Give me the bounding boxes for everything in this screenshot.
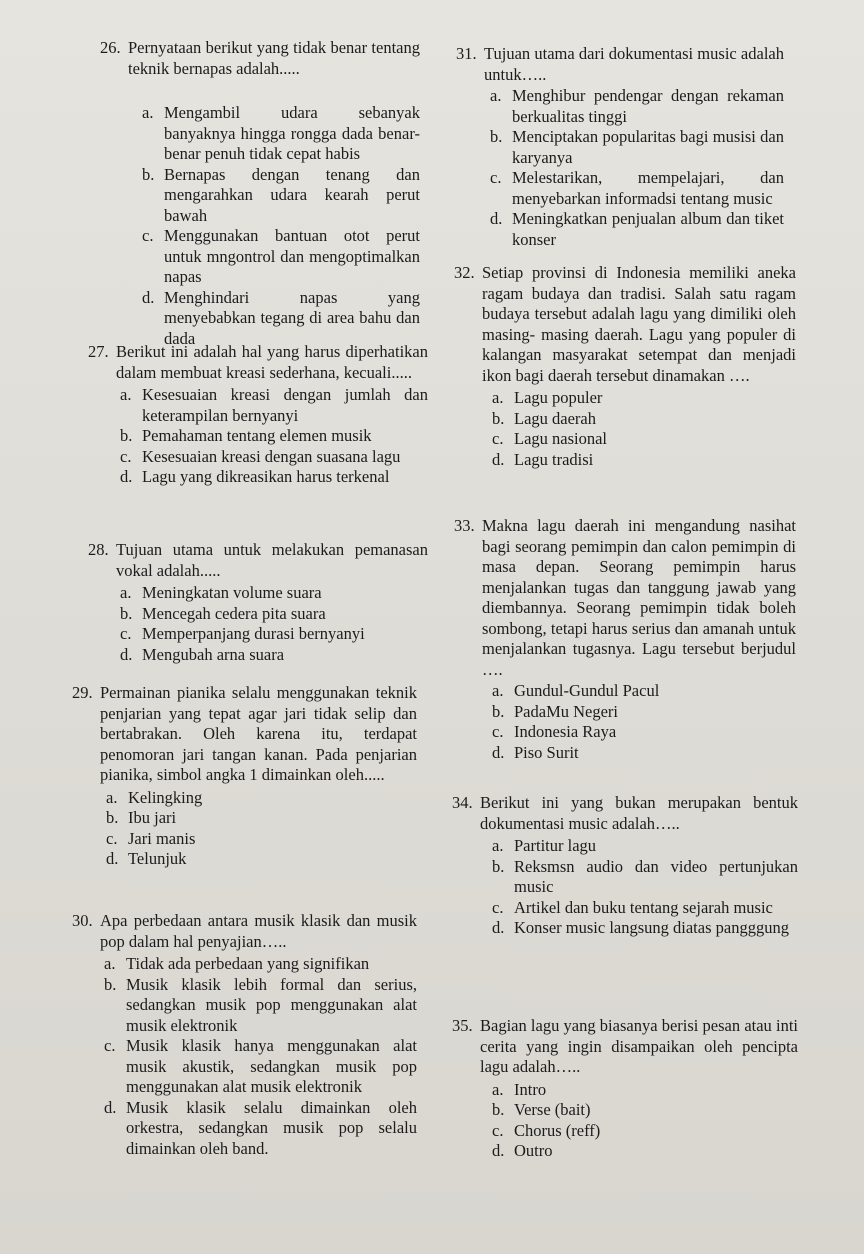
option-text: Mencegah cedera pita suara	[142, 603, 326, 623]
option-letter: d.	[492, 1141, 505, 1160]
option-b[interactable]	[142, 165, 420, 227]
option-c[interactable]	[120, 447, 428, 468]
option-text: Menggunakan bantuan otot perut untuk mngontrol dan mengoptimalkan napas	[164, 226, 420, 286]
option-letter: a.	[492, 388, 504, 407]
option-letter: c.	[490, 168, 502, 187]
answer-options	[492, 1080, 798, 1162]
option-letter: a.	[492, 1079, 504, 1099]
option-a[interactable]	[120, 583, 428, 604]
option-c[interactable]	[492, 429, 796, 450]
option-d[interactable]	[120, 645, 428, 666]
option-text: Kesesuaian kreasi dengan jumlah dan keterampilan bernyanyi	[142, 385, 428, 425]
option-letter: a.	[120, 583, 132, 602]
option-d[interactable]	[104, 1098, 417, 1160]
answer-options	[492, 836, 798, 939]
option-d[interactable]	[120, 467, 428, 488]
option-text: Pemahaman tentang elemen musik	[142, 426, 372, 445]
question-number: 29.	[72, 683, 93, 702]
option-c[interactable]	[120, 624, 428, 645]
question-29	[72, 683, 417, 870]
question-stem	[452, 793, 798, 834]
option-d[interactable]	[492, 450, 796, 471]
option-text: Indonesia Raya	[514, 722, 617, 741]
option-letter: c.	[120, 624, 132, 643]
question-text: Berikut ini yang bukan merupakan bentuk dokumentasi music adalah…..	[480, 793, 798, 833]
question-30	[72, 911, 417, 1159]
answer-options	[120, 583, 428, 665]
option-letter: b.	[492, 701, 505, 721]
question-stem	[88, 540, 428, 581]
option-b[interactable]	[104, 975, 417, 1037]
option-text: Bernapas dengan tenang dan mengarahkan udara kearah perut bawah	[164, 164, 420, 225]
option-text: Gundul-Gundul Pacul	[514, 681, 660, 700]
option-letter: d.	[106, 849, 119, 868]
question-number: 27.	[88, 342, 109, 361]
option-letter: b.	[120, 426, 133, 445]
option-letter: a.	[104, 954, 116, 973]
option-letter: c.	[142, 226, 154, 245]
question-stem	[100, 38, 420, 79]
question-number: 32.	[454, 263, 475, 282]
question-text: Apa perbedaan antara musik klasik dan musik pop dalam hal penyajian…..	[100, 911, 417, 951]
option-letter: c.	[492, 722, 504, 741]
option-letter: b.	[492, 408, 505, 428]
option-text: Meningkatkan penjualan album dan tiket konser	[512, 209, 784, 249]
question-number: 26.	[100, 38, 121, 57]
option-d[interactable]	[492, 743, 796, 764]
option-c[interactable]	[104, 1036, 417, 1098]
option-letter: a.	[106, 787, 118, 807]
option-a[interactable]	[104, 954, 417, 975]
option-text: Menciptakan popularitas bagi musisi dan karyanya	[512, 127, 784, 167]
option-text: Partitur lagu	[514, 836, 597, 855]
question-text: Berikut ini adalah hal yang harus diperhatikan dalam membuat kreasi sederhana, kecuali.....	[116, 342, 428, 382]
option-text: Ibu jari	[128, 808, 177, 827]
question-33	[454, 516, 796, 763]
option-text: Verse (bait)	[514, 1100, 591, 1119]
option-text: Outro	[514, 1141, 553, 1160]
option-b[interactable]	[106, 808, 417, 829]
option-text: Chorus (reff)	[514, 1120, 601, 1140]
answer-options	[120, 385, 428, 488]
option-c[interactable]	[490, 168, 784, 209]
question-stem	[72, 911, 417, 952]
question-text: Bagian lagu yang biasanya berisi pesan atau inti cerita yang ingin disampaikan oleh pencipta lagu adalah…..	[480, 1016, 798, 1076]
question-35	[452, 1016, 798, 1162]
option-letter: d.	[490, 209, 503, 228]
option-letter: a.	[120, 385, 132, 404]
option-c[interactable]	[492, 722, 796, 743]
option-letter: b.	[142, 164, 155, 184]
option-text: Mengubah arna suara	[142, 644, 285, 664]
option-text: PadaMu Negeri	[514, 701, 619, 721]
answer-options	[106, 788, 417, 870]
option-text: Tidak ada perbedaan yang signifikan	[126, 954, 370, 973]
question-32	[454, 263, 796, 470]
option-b[interactable]	[490, 127, 784, 168]
option-letter: c.	[104, 1036, 116, 1055]
option-b[interactable]	[120, 604, 428, 625]
question-stem	[456, 44, 784, 85]
option-a[interactable]	[490, 86, 784, 127]
answer-options	[104, 954, 417, 1159]
option-text: Menghindari napas yang menyebabkan tegang di area bahu dan dada	[164, 287, 420, 348]
option-letter: b.	[492, 856, 505, 876]
option-text: Musik klasik selalu dimainkan oleh orkestra, sedangkan musik pop selalu dimainkan oleh band.	[126, 1097, 417, 1158]
option-d[interactable]	[106, 849, 417, 870]
question-28	[88, 540, 428, 665]
option-letter: a.	[142, 103, 154, 122]
option-text: Meningkatan volume suara	[142, 583, 322, 602]
option-c[interactable]	[492, 898, 798, 919]
option-letter: b.	[104, 974, 117, 994]
option-c[interactable]	[142, 226, 420, 288]
question-text: Setiap provinsi di Indonesia memiliki aneka ragam budaya dan tradisi. Salah satu ragam budaya tersebut adalah lagu yang dimiliki oleh masing- masing daerah. Lagu yang populer di kalangan masyarakat setempat dan menjadi ikon bagi daerah tersebut dinamakan ….	[482, 263, 796, 385]
option-text: Intro	[514, 1079, 547, 1099]
question-27	[88, 342, 428, 488]
option-letter: d.	[492, 742, 505, 762]
option-text: Lagu yang dikreasikan harus terkenal	[142, 467, 390, 486]
option-letter: c.	[492, 1120, 504, 1140]
answer-options	[142, 103, 420, 349]
option-c[interactable]	[106, 829, 417, 850]
option-d[interactable]	[490, 209, 784, 250]
option-a[interactable]	[142, 103, 420, 165]
option-letter: c.	[120, 446, 132, 466]
question-text: Permainan pianika selalu menggunakan teknik penjarian yang tepat agar jari tidak selip dan bertabrakan. Oleh karena itu, terdapat penomoran jari tangan kanan. Pada penjarian pianika, simbol angka 1 dimainkan oleh.....	[100, 683, 417, 784]
answer-options	[492, 681, 796, 763]
option-a[interactable]	[492, 1080, 798, 1101]
option-text: Konser music langsung diatas pangggung	[514, 918, 789, 937]
option-a[interactable]	[106, 788, 417, 809]
option-a[interactable]	[492, 681, 796, 702]
option-letter: d.	[492, 918, 505, 937]
answer-options	[492, 388, 796, 470]
option-text: Kelingking	[128, 787, 203, 807]
question-number: 31.	[456, 44, 477, 63]
option-letter: a.	[492, 836, 504, 855]
option-letter: c.	[492, 429, 504, 448]
question-31	[456, 44, 784, 250]
question-stem	[72, 683, 417, 786]
option-letter: d.	[120, 467, 133, 486]
option-c[interactable]	[492, 1121, 798, 1142]
option-letter: b.	[120, 603, 133, 623]
option-b[interactable]	[120, 426, 428, 447]
question-text: Tujuan utama untuk melakukan pemanasan vokal adalah.....	[116, 540, 428, 580]
option-letter: d.	[492, 449, 505, 469]
option-b[interactable]	[492, 702, 796, 723]
option-text: Musik klasik hanya menggunakan alat musik akustik, sedangkan musik pop menggunakan alat musik elektronik	[126, 1036, 417, 1096]
option-letter: a.	[492, 681, 504, 700]
question-stem	[88, 342, 428, 383]
option-b[interactable]	[492, 857, 798, 898]
option-letter: b.	[106, 808, 119, 827]
option-letter: a.	[490, 86, 502, 105]
question-stem	[454, 263, 796, 386]
question-stem	[452, 1016, 798, 1078]
option-a[interactable]	[120, 385, 428, 426]
option-text: Lagu populer	[514, 388, 603, 407]
option-letter: c.	[492, 897, 504, 917]
answer-options	[490, 86, 784, 250]
option-letter: d.	[142, 287, 155, 307]
option-text: Jari manis	[128, 828, 196, 848]
option-text: Lagu daerah	[514, 408, 596, 428]
option-text: Reksmsn audio dan video pertunjukan music	[514, 856, 798, 896]
option-b[interactable]	[492, 1100, 798, 1121]
option-text: Melestarikan, mempelajari, dan menyebarkan informadsi tentang music	[512, 168, 784, 208]
option-letter: b.	[490, 127, 503, 146]
question-number: 33.	[454, 516, 475, 535]
option-d[interactable]	[492, 918, 798, 939]
question-text: Makna lagu daerah ini mengandung nasihat bagi seorang pemimpin dan calon pemimpin di masa depan. Seorang pemimpin harus menjalankan tugas dan tanggung jawab yang diembannya. Seorang pemimpin tidak boleh sombong, tetapi harus serius dan amanah untuk menjalankan tugasnya. Lagu tersebut berjudul ….	[482, 516, 796, 679]
question-stem	[454, 516, 796, 680]
question-number: 28.	[88, 540, 109, 559]
option-b[interactable]	[492, 409, 796, 430]
option-text: Memperpanjang durasi bernyanyi	[142, 624, 365, 643]
option-letter: d.	[120, 644, 133, 664]
option-letter: b.	[492, 1100, 505, 1119]
question-34	[452, 793, 798, 939]
question-text: Pernyataan berikut yang tidak benar tentang teknik bernapas adalah.....	[128, 38, 420, 78]
option-text: Mengambil udara sebanyak banyaknya hingga rongga dada benar- benar penuh tidak cepat habis	[164, 103, 420, 163]
question-text: Tujuan utama dari dokumentasi music adalah untuk…..	[484, 44, 784, 84]
option-d[interactable]	[492, 1141, 798, 1162]
option-text: Piso Surit	[514, 742, 579, 762]
question-number: 35.	[452, 1016, 473, 1035]
question-number: 34.	[452, 793, 473, 812]
option-text: Kesesuaian kreasi dengan suasana lagu	[142, 446, 401, 466]
option-a[interactable]	[492, 388, 796, 409]
option-letter: d.	[104, 1097, 117, 1117]
question-26	[100, 38, 420, 349]
option-text: Telunjuk	[128, 849, 187, 868]
option-text: Menghibur pendengar dengan rekaman berkualitas tinggi	[512, 86, 784, 126]
question-number: 30.	[72, 911, 93, 930]
option-letter: c.	[106, 828, 118, 848]
option-text: Lagu nasional	[514, 429, 608, 448]
option-d[interactable]	[142, 288, 420, 350]
option-text: Lagu tradisi	[514, 449, 594, 469]
option-text: Artikel dan buku tentang sejarah music	[514, 897, 773, 917]
option-text: Musik klasik lebih formal dan serius, sedangkan musik pop menggunakan alat musik elektronik	[126, 974, 417, 1035]
option-a[interactable]	[492, 836, 798, 857]
